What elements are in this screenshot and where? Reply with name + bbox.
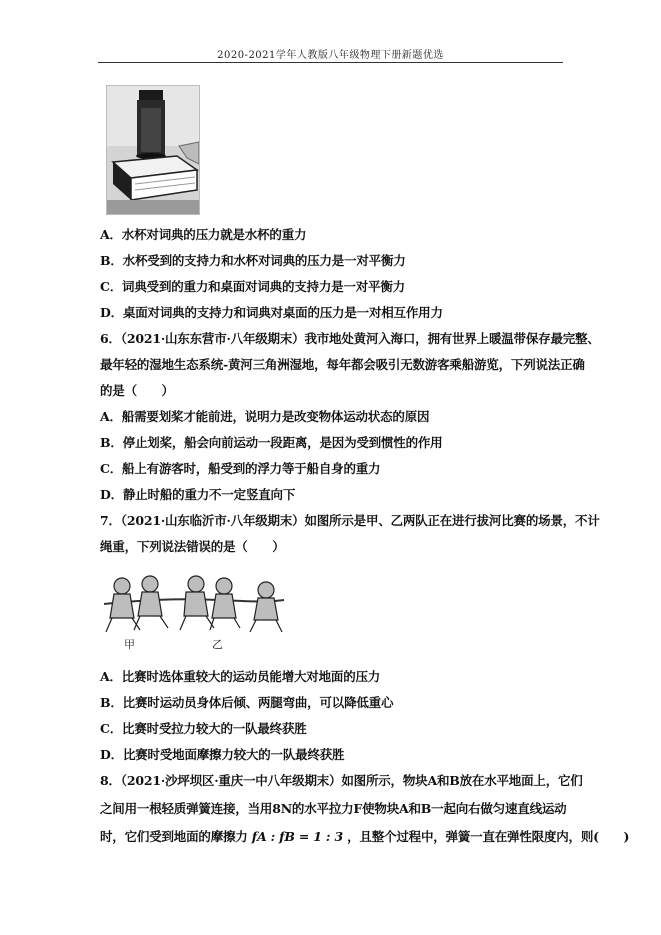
q6-stem-line-3: 的是（ ） bbox=[100, 383, 174, 398]
q5-option-c: C．词典受到的重力和桌面对词典的支持力是一对平衡力 bbox=[100, 279, 405, 294]
team-yi-label: 乙 bbox=[212, 639, 223, 651]
q5-option-a: A．水杯对词典的压力就是水杯的重力 bbox=[100, 227, 307, 242]
q7-stem-line-1: 7．（2021·山东临沂市·八年级期末）如图所示是甲、乙两队正在进行拔河比赛的场景，不计 bbox=[100, 513, 600, 528]
q7-stem-line-2: 绳重，下列说法错误的是（ ） bbox=[100, 539, 285, 554]
q8-stem-line-3 bbox=[100, 827, 629, 845]
q8-text-before-formula: 时，它们受到地面的摩擦力 bbox=[100, 829, 248, 844]
page-header: 2020-2021学年人教版八年级物理下册新题优选 bbox=[217, 50, 444, 61]
cup-on-dictionary-figure bbox=[106, 85, 200, 215]
q6-option-a: A．船需要划桨才能前进，说明力是改变物体运动状态的原因 bbox=[100, 409, 430, 424]
q7-option-c: C．比赛时受拉力较大的一队最终获胜 bbox=[100, 721, 307, 736]
q6-stem-line-1: 6．（2021·山东东营市·八年级期末）我市地处黄河入海口，拥有世界上暖温带保存最完整、 bbox=[100, 331, 600, 346]
q6-option-c: C．船上有游客时，船受到的浮力等于船自身的重力 bbox=[100, 461, 381, 476]
q6-option-d: D．静止时船的重力不一定竖直向下 bbox=[100, 487, 296, 502]
tug-of-war-figure bbox=[100, 570, 290, 652]
q7-option-d: D．比赛时受地面摩擦力较大的一队最终获胜 bbox=[100, 747, 345, 762]
header-divider bbox=[98, 62, 563, 63]
q8-text-after-formula: ，且整个过程中，弹簧一直在弹性限度内，则( ) bbox=[347, 829, 630, 844]
q8-stem-line-1: 8．（2021·沙坪坝区·重庆一中八年级期末）如图所示，物块A和B放在水平地面上，它们 bbox=[100, 773, 583, 788]
q5-option-b: B．水杯受到的支持力和水杯对词典的压力是一对平衡力 bbox=[100, 253, 406, 268]
q7-option-b: B．比赛时运动员身体后倾、两腿弯曲，可以降低重心 bbox=[100, 695, 394, 710]
team-jia-label: 甲 bbox=[124, 639, 135, 651]
q7-option-a: A．比赛时选体重较大的运动员能增大对地面的压力 bbox=[100, 669, 381, 684]
q5-option-d: D．桌面对词典的支持力和词典对桌面的压力是一对相互作用力 bbox=[100, 305, 443, 320]
friction-ratio-formula: fA : fB = 1 : 3 bbox=[251, 829, 343, 844]
q8-stem-line-2: 之间用一根轻质弹簧连接，当用8N的水平拉力F使物块A和B一起向右做匀速直线运动 bbox=[100, 801, 567, 816]
q6-option-b: B．停止划桨，船会向前运动一段距离，是因为受到惯性的作用 bbox=[100, 435, 443, 450]
q6-stem-line-2: 最年轻的湿地生态系统-黄河三角洲湿地，每年都会吸引无数游客乘船游览，下列说法正确 bbox=[100, 357, 585, 372]
